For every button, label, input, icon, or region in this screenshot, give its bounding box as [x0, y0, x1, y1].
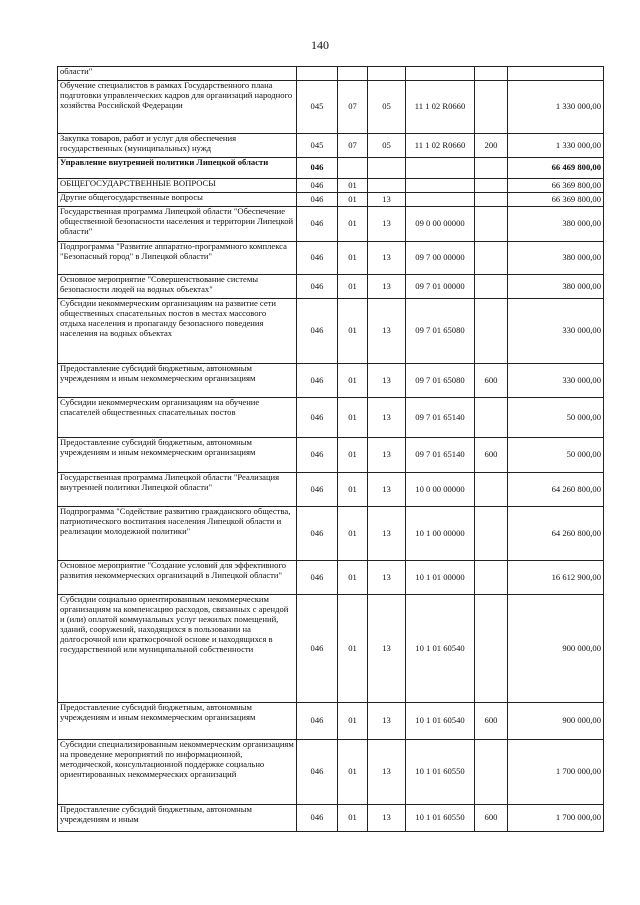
section-code-cell: 07 [338, 134, 368, 158]
subsection-code-cell: 13 [368, 275, 406, 299]
admin-code-cell: 046 [297, 193, 338, 207]
subsection-code-cell: 13 [368, 507, 406, 561]
expense-type-cell [475, 507, 508, 561]
budget-table [57, 66, 604, 832]
admin-code-cell: 045 [297, 134, 338, 158]
row-name-cell: Субсидии социально ориентированным некоммерческим организациям на компенсацию расходов, связанных с арендой и (или) оплатой коммунальных услуг нежилых помещений, зданий, сооружений, находящихся в пользовании на долгосрочной или краткосрочной основе и находящихся в государственной или муниципальной собственности [58, 595, 297, 703]
expense-type-cell [475, 193, 508, 207]
target-article-cell: 09 0 00 00000 [406, 207, 475, 242]
subsection-code-cell: 05 [368, 81, 406, 134]
target-article-cell: 10 1 01 60550 [406, 740, 475, 805]
admin-code-cell: 046 [297, 507, 338, 561]
table-row [58, 67, 604, 81]
subsection-code-cell: 13 [368, 703, 406, 740]
table-row [58, 242, 604, 275]
expense-type-cell [475, 207, 508, 242]
target-article-cell: 10 1 00 00000 [406, 507, 475, 561]
admin-code-cell: 046 [297, 561, 338, 595]
subsection-code-cell: 13 [368, 207, 406, 242]
target-article-cell: 10 1 01 00000 [406, 561, 475, 595]
row-name-cell: Обучение специалистов в рамках Государственного плана подготовки управленческих кадров для организаций народного хозяйства Российской Федерации [58, 81, 297, 134]
admin-code-cell: 046 [297, 438, 338, 473]
section-code-cell: 01 [338, 703, 368, 740]
amount-cell: 66 469 800,00 [508, 158, 604, 179]
table-row [58, 473, 604, 507]
section-code-cell: 01 [338, 398, 368, 438]
row-name-cell: Предоставление субсидий бюджетным, автономным учреждениям и иным некоммерческим организациям [58, 364, 297, 398]
admin-code-cell: 046 [297, 805, 338, 832]
expense-type-cell [475, 561, 508, 595]
subsection-code-cell: 13 [368, 364, 406, 398]
subsection-code-cell: 13 [368, 473, 406, 507]
section-code-cell: 01 [338, 275, 368, 299]
admin-code-cell: 046 [297, 158, 338, 179]
row-name-cell: Субсидии некоммерческим организациям на обучение спасателей общественных спасательных постов [58, 398, 297, 438]
target-article-cell: 09 7 00 00000 [406, 242, 475, 275]
expense-type-cell [475, 81, 508, 134]
target-article-cell: 09 7 01 65080 [406, 299, 475, 364]
expense-type-cell [475, 595, 508, 703]
table-row [58, 507, 604, 561]
amount-cell: 66 369 800,00 [508, 179, 604, 193]
expense-type-cell [475, 473, 508, 507]
section-code-cell: 01 [338, 364, 368, 398]
row-name-cell: Другие общегосударственные вопросы [58, 193, 297, 207]
admin-code-cell: 046 [297, 242, 338, 275]
expense-type-cell: 600 [475, 703, 508, 740]
table-row [58, 134, 604, 158]
amount-cell: 16 612 900,00 [508, 561, 604, 595]
admin-code-cell [297, 67, 338, 81]
admin-code-cell: 046 [297, 275, 338, 299]
table-row [58, 81, 604, 134]
row-name-cell: Основное мероприятие "Совершенствование системы безопасности людей на водных объектах" [58, 275, 297, 299]
table-row [58, 158, 604, 179]
admin-code-cell: 046 [297, 595, 338, 703]
amount-cell: 1 700 000,00 [508, 740, 604, 805]
expense-type-cell [475, 299, 508, 364]
row-name-cell: Закупка товаров, работ и услуг для обеспечения государственных (муниципальных) нужд [58, 134, 297, 158]
table-row [58, 193, 604, 207]
amount-cell [508, 67, 604, 81]
admin-code-cell: 046 [297, 740, 338, 805]
table-row [58, 207, 604, 242]
row-name-cell: Предоставление субсидий бюджетным, автономным учреждениям и иным некоммерческим организациям [58, 438, 297, 473]
subsection-code-cell: 13 [368, 740, 406, 805]
table-row [58, 561, 604, 595]
amount-cell: 330 000,00 [508, 364, 604, 398]
section-code-cell: 01 [338, 561, 368, 595]
amount-cell: 380 000,00 [508, 275, 604, 299]
section-code-cell: 01 [338, 740, 368, 805]
subsection-code-cell: 13 [368, 595, 406, 703]
target-article-cell [406, 158, 475, 179]
row-name-cell: Подпрограмма "Развитие аппаратно-программного комплекса "Безопасный город" в Липецкой области" [58, 242, 297, 275]
admin-code-cell: 046 [297, 207, 338, 242]
target-article-cell [406, 193, 475, 207]
section-code-cell [338, 158, 368, 179]
row-name-cell: Субсидии специализированным некоммерческим организациям на проведение мероприятий по информационной, методической, консультационной поддержке социально ориентированных некоммерческих организаций [58, 740, 297, 805]
amount-cell: 900 000,00 [508, 595, 604, 703]
admin-code-cell: 045 [297, 81, 338, 134]
expense-type-cell [475, 398, 508, 438]
amount-cell: 380 000,00 [508, 207, 604, 242]
table-row [58, 805, 604, 832]
amount-cell: 900 000,00 [508, 703, 604, 740]
amount-cell: 380 000,00 [508, 242, 604, 275]
row-name-cell: ОБЩЕГОСУДАРСТВЕННЫЕ ВОПРОСЫ [58, 179, 297, 193]
target-article-cell: 10 1 01 60540 [406, 703, 475, 740]
target-article-cell: 10 0 00 00000 [406, 473, 475, 507]
row-name-cell: Предоставление субсидий бюджетным, автономным учреждениям и иным некоммерческим организациям [58, 703, 297, 740]
table-row [58, 364, 604, 398]
amount-cell: 1 330 000,00 [508, 134, 604, 158]
subsection-code-cell: 13 [368, 438, 406, 473]
target-article-cell: 10 1 01 60550 [406, 805, 475, 832]
subsection-code-cell: 13 [368, 193, 406, 207]
page-number: 140 [311, 38, 329, 52]
amount-cell: 1 700 000,00 [508, 805, 604, 832]
row-name-cell: Государственная программа Липецкой области "Обеспечение общественной безопасности населения и территории Липецкой области" [58, 207, 297, 242]
target-article-cell: 09 7 01 65080 [406, 364, 475, 398]
amount-cell: 50 000,00 [508, 438, 604, 473]
section-code-cell [338, 67, 368, 81]
target-article-cell: 09 7 01 00000 [406, 275, 475, 299]
target-article-cell: 10 1 01 60540 [406, 595, 475, 703]
row-name-cell: Государственная программа Липецкой области "Реализация внутренней политики Липецкой области" [58, 473, 297, 507]
amount-cell: 66 369 800,00 [508, 193, 604, 207]
section-code-cell: 01 [338, 473, 368, 507]
admin-code-cell: 046 [297, 364, 338, 398]
section-code-cell: 01 [338, 207, 368, 242]
subsection-code-cell: 13 [368, 398, 406, 438]
table-row [58, 299, 604, 364]
admin-code-cell: 046 [297, 473, 338, 507]
admin-code-cell: 046 [297, 179, 338, 193]
target-article-cell: 09 7 01 65140 [406, 398, 475, 438]
amount-cell: 1 330 000,00 [508, 81, 604, 134]
target-article-cell [406, 179, 475, 193]
admin-code-cell: 046 [297, 299, 338, 364]
section-code-cell: 01 [338, 299, 368, 364]
subsection-code-cell: 13 [368, 299, 406, 364]
table-row [58, 595, 604, 703]
expense-type-cell [475, 179, 508, 193]
subsection-code-cell: 13 [368, 805, 406, 832]
admin-code-cell: 046 [297, 398, 338, 438]
table-row [58, 398, 604, 438]
expense-type-cell [475, 158, 508, 179]
expense-type-cell [475, 740, 508, 805]
section-code-cell: 01 [338, 179, 368, 193]
amount-cell: 50 000,00 [508, 398, 604, 438]
subsection-code-cell [368, 67, 406, 81]
target-article-cell: 11 1 02 R0660 [406, 81, 475, 134]
target-article-cell: 11 1 02 R0660 [406, 134, 475, 158]
expense-type-cell: 600 [475, 805, 508, 832]
row-name-cell: Подпрограмма "Содействие развитию гражданского общества, патриотического воспитания населения Липецкой области и реализации молодежной политики" [58, 507, 297, 561]
section-code-cell: 01 [338, 438, 368, 473]
table-row [58, 703, 604, 740]
expense-type-cell [475, 67, 508, 81]
section-code-cell: 01 [338, 242, 368, 275]
section-code-cell: 07 [338, 81, 368, 134]
subsection-code-cell: 05 [368, 134, 406, 158]
section-code-cell: 01 [338, 507, 368, 561]
amount-cell: 64 260 800,00 [508, 473, 604, 507]
expense-type-cell [475, 275, 508, 299]
row-name-cell: Управление внутренней политики Липецкой области [58, 158, 297, 179]
expense-type-cell: 600 [475, 438, 508, 473]
table-row [58, 438, 604, 473]
row-name-cell: Предоставление субсидий бюджетным, автономным учреждениям и иным [58, 805, 297, 832]
subsection-code-cell: 13 [368, 561, 406, 595]
expense-type-cell: 600 [475, 364, 508, 398]
subsection-code-cell [368, 179, 406, 193]
admin-code-cell: 046 [297, 703, 338, 740]
subsection-code-cell: 13 [368, 242, 406, 275]
table-row [58, 275, 604, 299]
row-name-cell: Субсидии некоммерческим организациям на развитие сети общественных спасательных постов в местах массового отдыха населения и пропаганду безопасного поведения населения на водных объектах [58, 299, 297, 364]
expense-type-cell: 200 [475, 134, 508, 158]
section-code-cell: 01 [338, 595, 368, 703]
table-row [58, 179, 604, 193]
amount-cell: 330 000,00 [508, 299, 604, 364]
section-code-cell: 01 [338, 805, 368, 832]
expense-type-cell [475, 242, 508, 275]
section-code-cell: 01 [338, 193, 368, 207]
target-article-cell [406, 67, 475, 81]
table-row [58, 740, 604, 805]
subsection-code-cell [368, 158, 406, 179]
target-article-cell: 09 7 01 65140 [406, 438, 475, 473]
row-name-cell: Основное мероприятие "Создание условий для эффективного развития некоммерческих организаций в Липецкой области" [58, 561, 297, 595]
row-name-cell: области" [58, 67, 297, 81]
amount-cell: 64 260 800,00 [508, 507, 604, 561]
